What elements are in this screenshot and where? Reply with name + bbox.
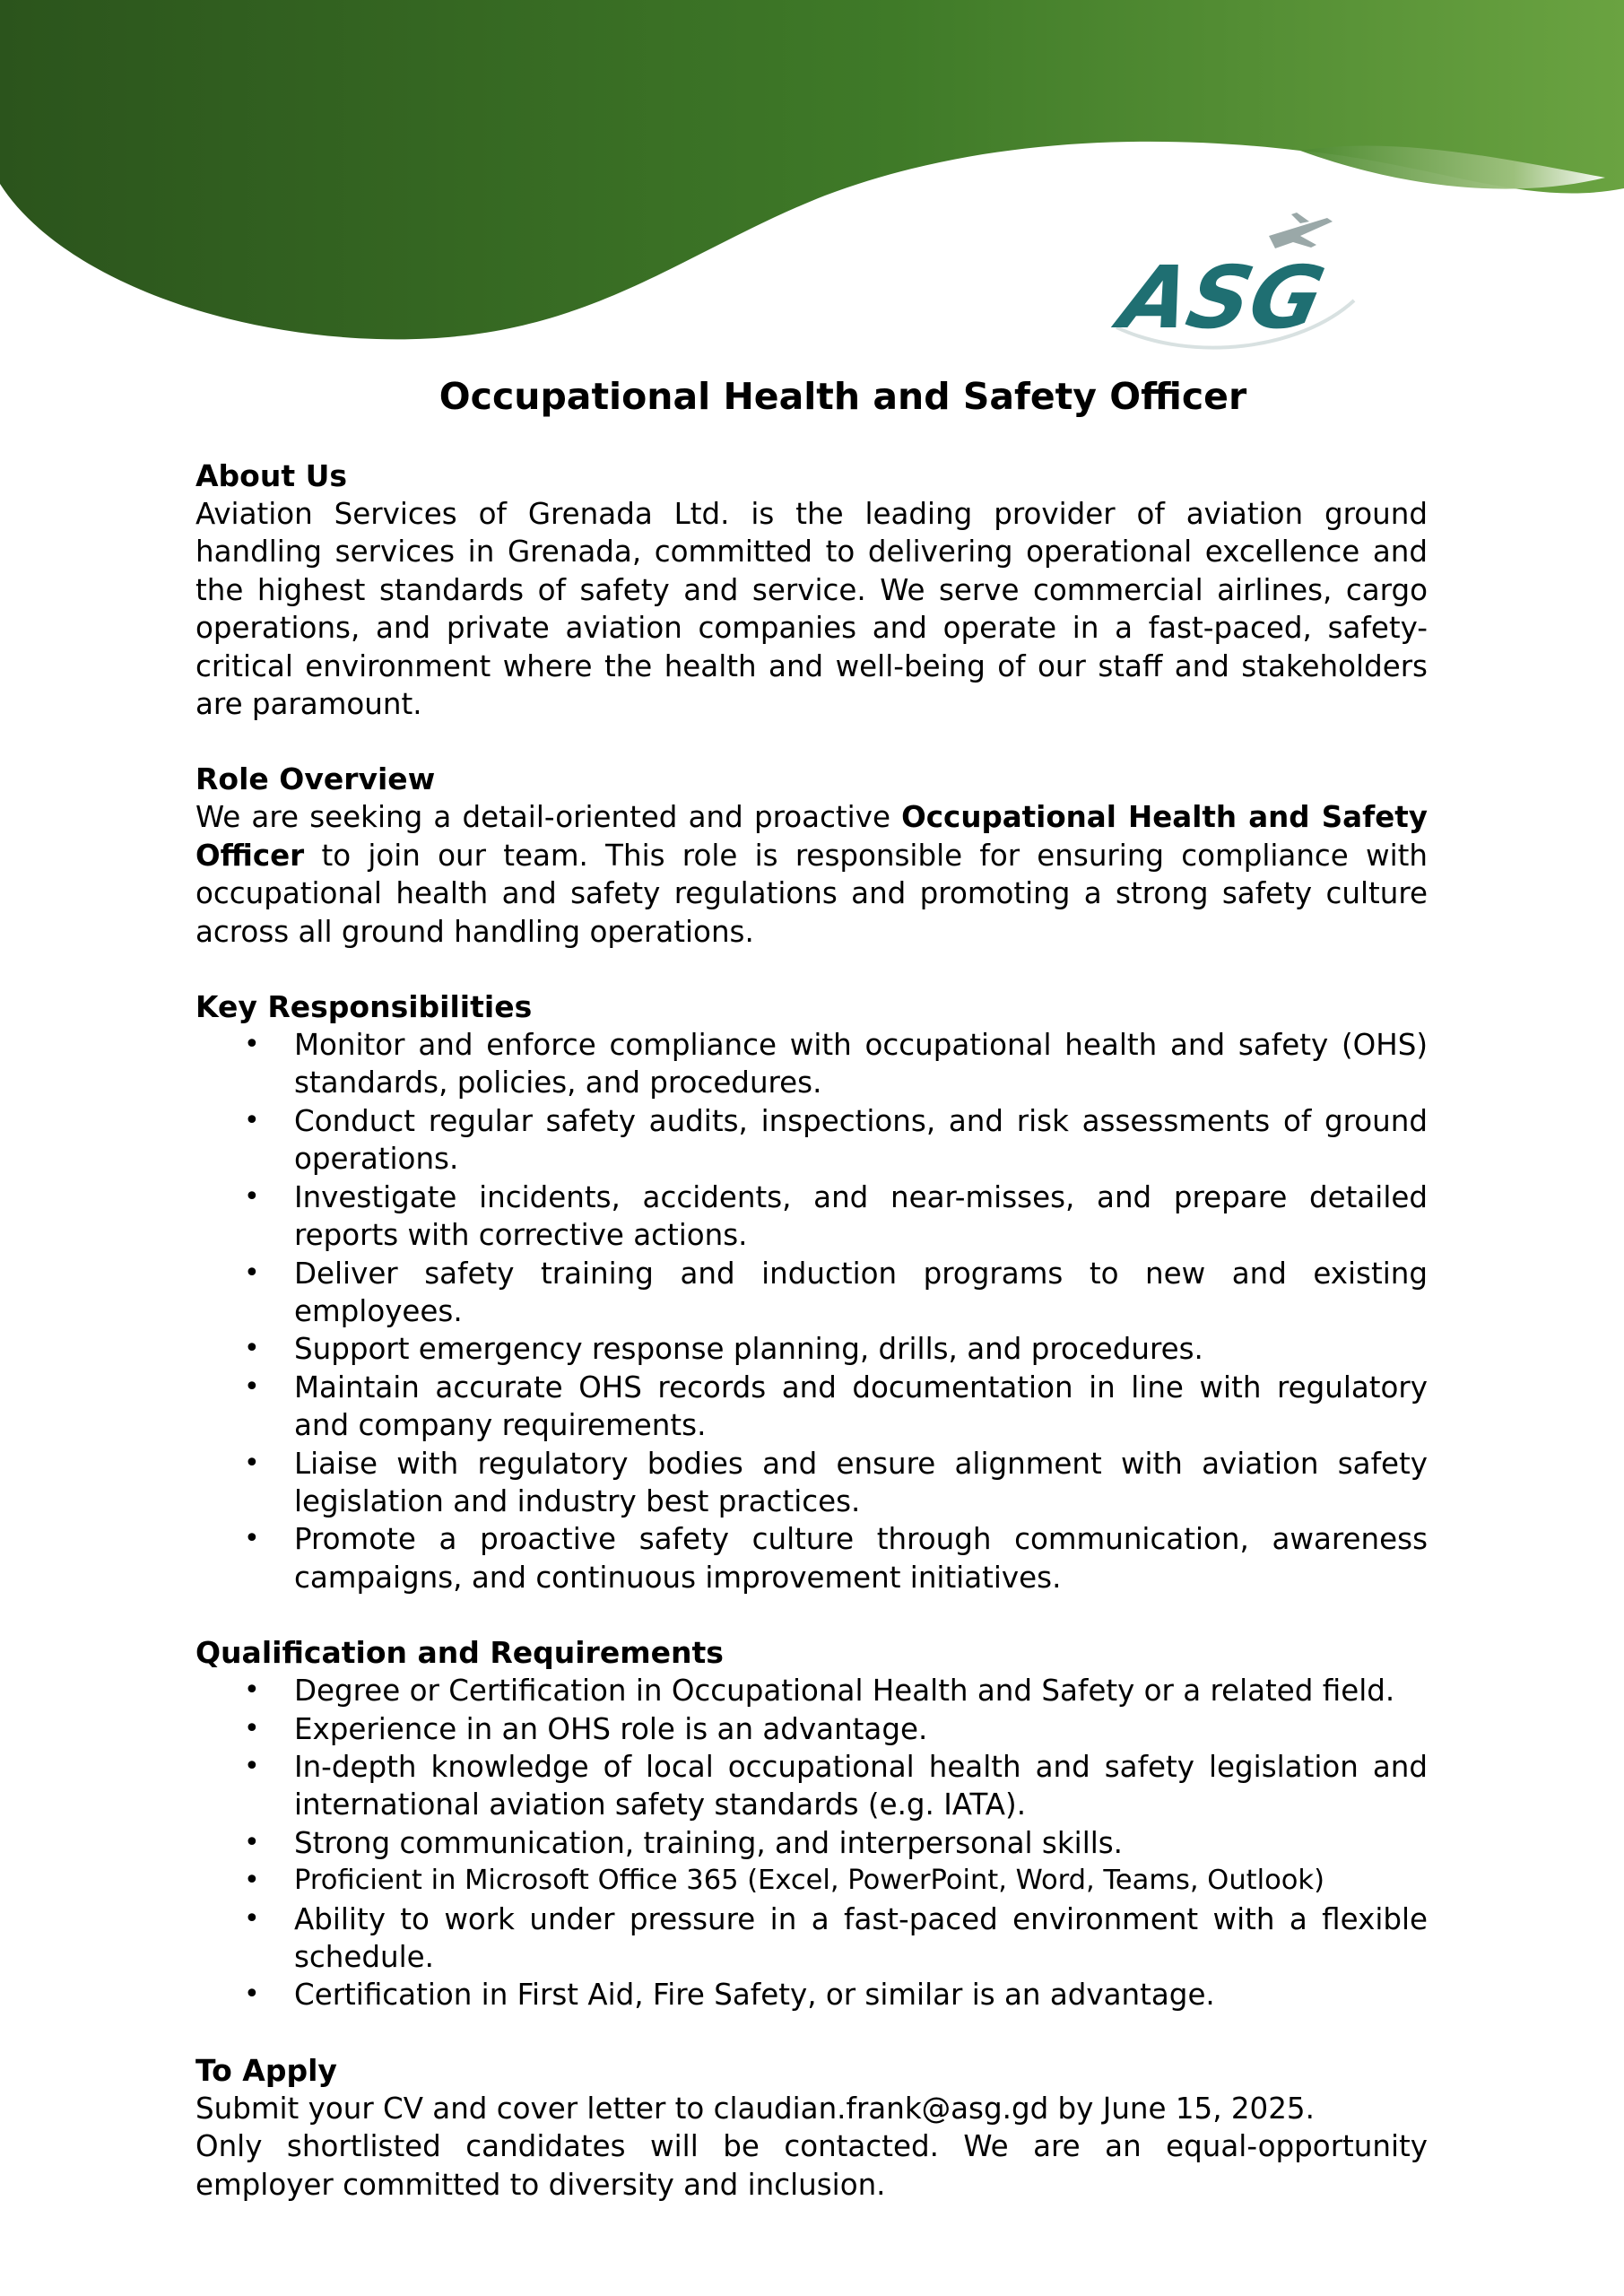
- page-title: Occupational Health and Safety Officer: [439, 375, 1247, 418]
- list-item: • Conduct regular safety audits, inspections, and risk assessments of ground operations.: [294, 1102, 1428, 1178]
- apply-line-1: Submit your CV and cover letter to claudian.frank@asg.gd by June 15, 2025.: [195, 2091, 1315, 2126]
- about-heading: About Us: [195, 458, 348, 493]
- responsibilities-list: [195, 1026, 1428, 1596]
- about-text: Aviation Services of Grenada Ltd. is the leading provider of aviation ground handling services in Grenada, committed to delivering operational excellence and the highest standards of safety and service. We serve commercial airlines, cargo operations, and private aviation companies and operate in a fast-paced, safety-critical environment where the health and well-being of our staff and stakeholders are paramount.: [195, 497, 1428, 722]
- role-text-after: to join our team. This role is responsible for ensuring compliance with occupational health and safety regulations and promoting a strong safety culture across all ground handling operations.: [195, 838, 1428, 949]
- qualifications-list: [195, 1672, 1428, 2014]
- list-item: • Certification in First Aid, Fire Safety, or similar is an advantage.: [294, 1976, 1428, 2013]
- list-item: • Degree or Certification in Occupational Health and Safety or a related field.: [294, 1672, 1428, 1709]
- list-item: • Liaise with regulatory bodies and ensure alignment with aviation safety legislation and industry best practices.: [294, 1445, 1428, 1521]
- role-text: [195, 798, 1428, 951]
- list-item: • Support emergency response planning, drills, and procedures.: [294, 1330, 1428, 1368]
- list-item: • Deliver safety training and induction programs to new and existing employees.: [294, 1255, 1428, 1331]
- list-item: • Monitor and enforce compliance with occupational health and safety (OHS) standards, policies, and procedures.: [294, 1026, 1428, 1102]
- asg-logo: [1031, 193, 1426, 372]
- logo-text: ASG: [1112, 247, 1333, 348]
- list-item: • Strong communication, training, and interpersonal skills.: [294, 1824, 1428, 1862]
- list-item: • Promote a proactive safety culture through communication, awareness campaigns, and continuous improvement initiatives.: [294, 1520, 1428, 1596]
- apply-section: [195, 2052, 1428, 2204]
- qualifications-heading: Qualification and Requirements: [195, 1635, 724, 1671]
- role-section: [195, 761, 1428, 951]
- list-item: • Ability to work under pressure in a fast-paced environment with a flexible schedule.: [294, 1900, 1428, 1977]
- list-item: • In-depth knowledge of local occupational health and safety legislation and international aviation safety standards (e.g. IATA).: [294, 1748, 1428, 1824]
- responsibilities-section: [195, 988, 1428, 1596]
- apply-line-2: Only shortlisted candidates will be contacted. We are an equal-opportunity employer committed to diversity and inclusion.: [195, 2129, 1428, 2202]
- airplane-icon: [1269, 213, 1333, 248]
- role-title-bold: Occupational Health and Safety Officer: [195, 800, 1428, 873]
- job-posting: [195, 375, 1428, 2204]
- list-item: • Proficient in Microsoft Office 365 (Excel, PowerPoint, Word, Teams, Outlook): [294, 1862, 1428, 1900]
- list-item: • Investigate incidents, accidents, and near-misses, and prepare detailed reports with corrective actions.: [294, 1178, 1428, 1255]
- responsibilities-heading: Key Responsibilities: [195, 989, 533, 1025]
- qualifications-section: [195, 1634, 1428, 2014]
- about-section: [195, 457, 1428, 723]
- list-item: • Experience in an OHS role is an advantage.: [294, 1710, 1428, 1748]
- role-heading: Role Overview: [195, 761, 436, 797]
- role-text-before: We are seeking a detail-oriented and proactive: [195, 800, 902, 835]
- list-item: • Maintain accurate OHS records and documentation in line with regulatory and company requirements.: [294, 1369, 1428, 1445]
- apply-heading: To Apply: [195, 2052, 337, 2088]
